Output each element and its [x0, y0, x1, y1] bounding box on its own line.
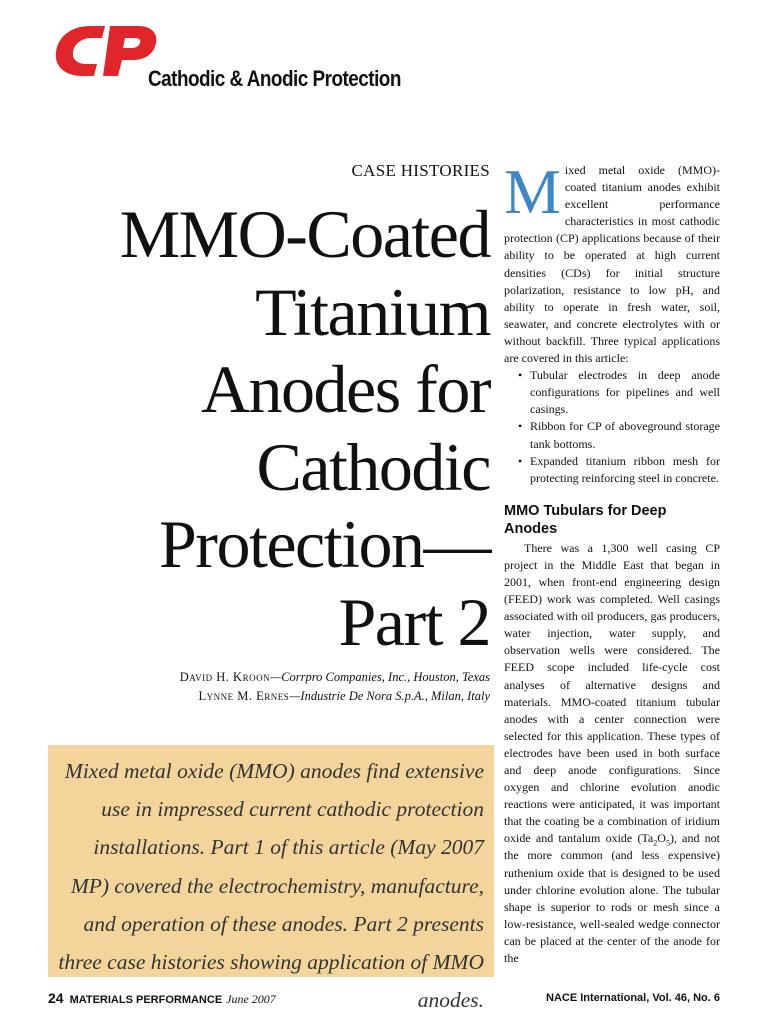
list-item: • Expanded titanium ribbon mesh for protecting reinforcing steel in concrete.: [518, 453, 720, 487]
body-paragraph: [504, 540, 720, 967]
footer-publisher: NACE International, Vol. 46, No. 6: [546, 992, 720, 1004]
drop-cap: M: [504, 156, 561, 227]
author-affiliation: —Industrie De Nora S.p.A., Milan, Italy: [289, 689, 490, 703]
page-number: 24: [48, 990, 64, 1006]
intro-text: ixed metal oxide (MMO)-coated titanium anodes exhibit excellent performance characteristics in most cathodic protection (CP) applications because of their ability to be operated at high current densities (CDs) for initial structure polarization, resistance to low pH, and ability to operate in fresh water, soil, seawater, and concrete electrolytes with or without backfill. Three typical applications are covered in this article:: [504, 163, 720, 366]
author-line: [20, 687, 490, 706]
subscript: 2: [653, 838, 658, 848]
title-line: Titanium: [255, 273, 490, 350]
intro-paragraph: [504, 156, 720, 367]
title-line: Part 2: [338, 583, 490, 660]
subscript: 5: [665, 838, 670, 848]
footer-left: [48, 990, 276, 1007]
list-item: • Ribbon for CP of aboveground storage tank bottoms.: [518, 418, 720, 452]
author-name: David H. Kroon: [179, 670, 271, 684]
abstract-text: Mixed metal oxide (MMO) anodes find extensive use in impressed current cathodic protection installations. Part 1 of this article (May 2007 MP) covered the electrochemistry, manufacture, and operation of these anodes. Part 2 presents three case histories showing application of MMO anodes.: [58, 759, 484, 1013]
body-column: [504, 156, 720, 967]
list-item: • Tubular electrodes in deep anode configurations for pipelines and well casings.: [518, 367, 720, 418]
magazine-name: MATERIALS PERFORMANCE: [69, 994, 223, 1006]
author-name: Lynne M. Ernes: [198, 689, 290, 703]
author-line: [20, 668, 490, 687]
title-line: Protection—: [158, 506, 490, 582]
application-list: [504, 367, 720, 487]
section-label: CASE HISTORIES: [351, 161, 490, 180]
title-line: Cathodic: [256, 428, 490, 505]
title-line: Anodes for: [200, 351, 490, 427]
article-title: [30, 196, 490, 661]
body-text-part: O: [657, 831, 666, 846]
subheading: MMO Tubulars for Deep Anodes: [504, 502, 667, 537]
body-text-part: There was a 1,300 well casing CP project in the Middle East that began in 2001, when front-end engineering design (FEED) work was completed. Well casings associated with oil producers, gas producers, water injection, water supply, and observation wells were considered. The FEED scope included life-cycle cost analyses of alternative designs and materials. MMO-coated titanium tubular anodes with a center connection were selected for this application. These types of electrodes have been used in both surface and deep anode configurations. Since oxygen and chlorine evolution anodic reactions were anticipated, it was important that the coating be a combination of iridium oxide and tantalum oxide (Ta: [504, 540, 720, 846]
title-line: MMO-Coated: [119, 196, 490, 272]
cp-logo: [50, 22, 401, 91]
body-text-part: ), and not the more common (and less expensive) ruthenium oxide that is designed to be used under chlorine evolution alone. The tubular shape is superior to rods or mesh since a low-resistance, well-sealed wedge connector can be placed at the center of the anode for the: [504, 831, 720, 966]
section-name: Cathodic & Anodic Protection: [148, 66, 401, 91]
author-affiliation: —Corrpro Companies, Inc., Houston, Texas: [270, 670, 490, 684]
issue-month: June 2007: [226, 992, 276, 1006]
author-list: [20, 668, 490, 706]
